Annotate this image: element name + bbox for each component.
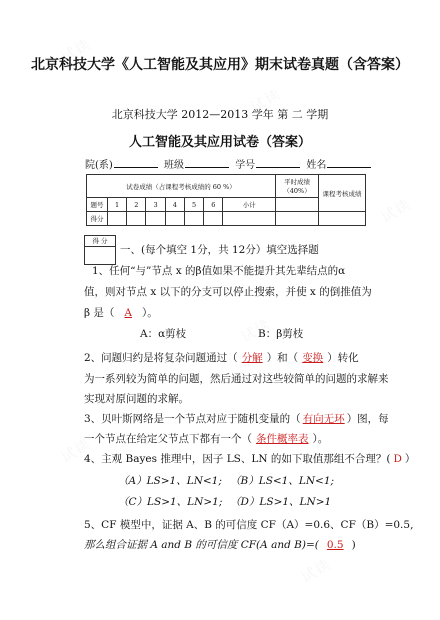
dept-blank (114, 157, 158, 168)
dept-label: 院(系) (85, 160, 113, 171)
q3-answer1: 有向无环 (302, 413, 345, 425)
name-label: 姓名 (306, 160, 327, 171)
name-blank (327, 157, 371, 168)
student-info-fields (85, 156, 374, 171)
q2-line1: 2、问题归约是将复杂问题通过（ 分解 ）和（ 变换 ）转化 (84, 352, 359, 364)
q4-option-d: （D）LS>1、LN>1 (230, 496, 332, 508)
paper-title: 人工智能及其应用试卷（答案） (128, 135, 311, 150)
q2-answer2: 变换 (302, 352, 324, 364)
class-blank (185, 157, 229, 168)
q4-option-a: （A）LS>1、LN<1; (118, 475, 222, 487)
q1-line2: 值，则对节点 x 以下的分支可以停止搜索，并使 x 的倒推值为 (84, 286, 372, 298)
q5-line1: 5、CF 模型中，证据 A、B 的可信度 CF（A）=0.6、CF（B）=0.5, (84, 519, 414, 531)
id-blank (256, 157, 300, 168)
q-number: 4 (165, 198, 184, 212)
watermark (297, 553, 335, 586)
q2-line2: 为一系列较为简单的问题，然后通过对这些较简单的问题的求解来 (84, 373, 389, 385)
q4-option-c: （C）LS>1、LN>1; (118, 496, 223, 508)
subtotal-label: 小计 (223, 198, 276, 212)
q4-line1: 4、主观 Bayes 推理中，因子 LS、LN 的如下取值那组不合理？( D ） (84, 453, 416, 465)
q1-option-b: B：β剪枝 (258, 328, 304, 340)
q2-line3: 实现对原问题的求解。 (84, 393, 189, 405)
q3-line2: 一个节点在给定父节点下都有一个（ 条件概率表 ）。 (84, 433, 329, 445)
exam-score-header: 试卷成绩（占课程考核成绩的 60 %） (87, 175, 276, 198)
section-title: 一、(每个填空 1分，共 12分）填空选择题 (120, 244, 319, 256)
q1-line3: β 是（ A ）。 (84, 307, 158, 319)
q3-line1: 3、贝叶斯网络是一个节点对应于随机变量的（ 有向无环 ）图，每 (84, 413, 389, 425)
q-number: 6 (204, 198, 223, 212)
class-label: 班级 (164, 160, 184, 171)
q3-answer2: 条件概率表 (256, 433, 309, 445)
q1-option-a: A：α剪枝 (140, 328, 187, 340)
document-title: 北京科技大学《人工智能及其应用》期末试卷真题（含答案） (31, 57, 409, 73)
score-box (84, 235, 116, 265)
watermark (377, 193, 415, 226)
q-number: 3 (146, 198, 165, 212)
term-subtitle: 北京科技大学 2012—2013 学年 第 二 学期 (111, 108, 329, 121)
q1-line1: 1、任何“与”节点 x 的β值如果不能提升其先辈结点的α (92, 265, 346, 277)
q2-answer1: 分解 (241, 352, 263, 364)
q-number: 2 (127, 198, 146, 212)
score-box-label: 得 分 (85, 236, 115, 247)
q4-option-b: （B）LS<1、LN<1; (230, 475, 335, 487)
q5-line2: 那么组合证据 A and B 的可信度 CF(A and B)=( 0.5 ) (84, 539, 356, 551)
total-score-header: 课程考核成绩 (319, 175, 366, 212)
usual-score-header: 平时成绩 （40%） (276, 175, 319, 198)
q-number: 5 (184, 198, 203, 212)
usual-cell (276, 198, 319, 212)
q1-answer: A (124, 307, 133, 319)
q4-answer: D (393, 453, 402, 465)
q5-answer: 0.5 (326, 539, 344, 551)
score-label: 得分 (87, 212, 108, 226)
q-number: 1 (108, 198, 127, 212)
id-label: 学号 (235, 160, 256, 171)
q-label: 题号 (87, 198, 108, 212)
score-table (86, 174, 366, 226)
